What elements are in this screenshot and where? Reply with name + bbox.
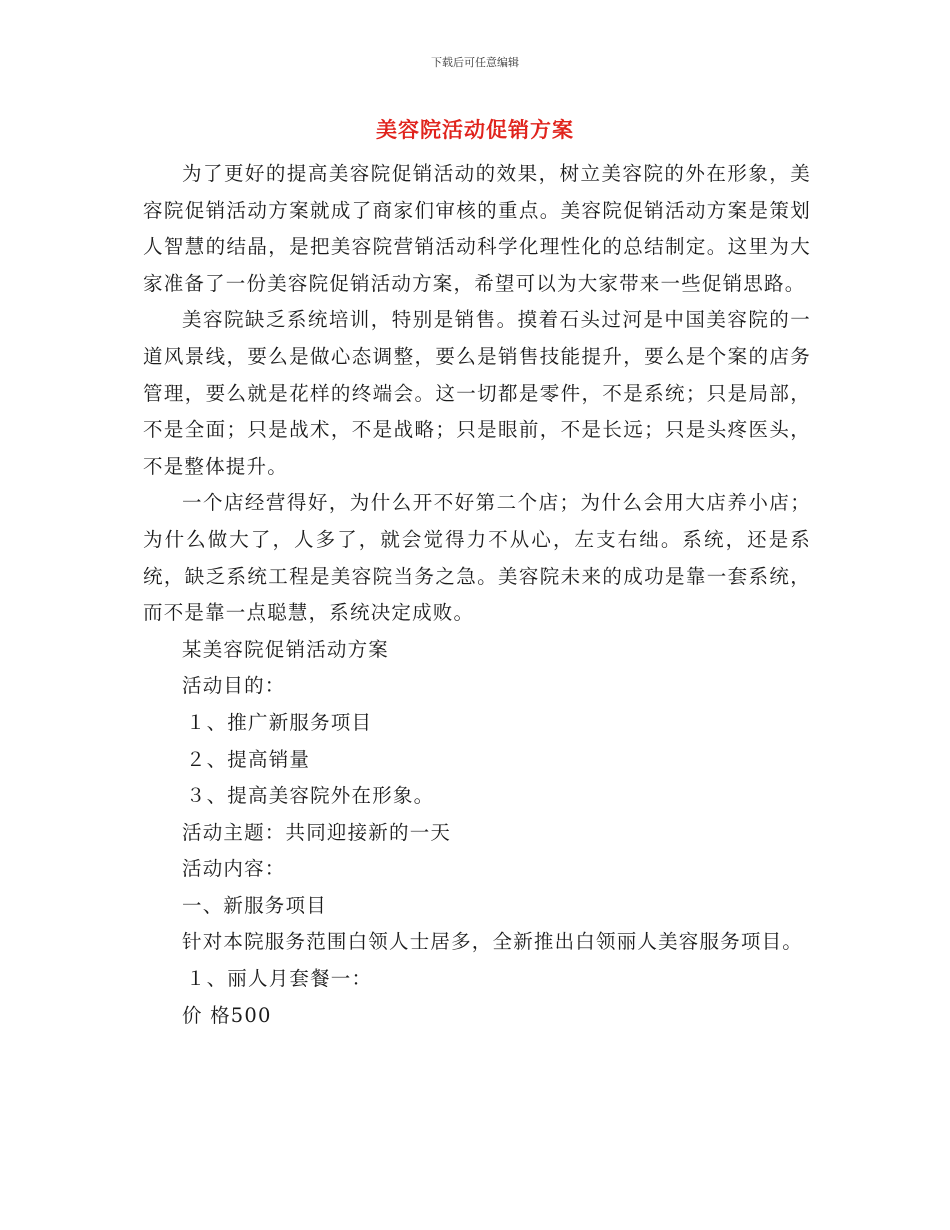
purpose-heading: 活动目的： [182, 674, 286, 698]
purpose-item-3: ３、提高美容院外在形象。 [185, 784, 435, 808]
package-price: 价 格500 [182, 1003, 272, 1027]
plan-name: 某美容院促销活动方案 [182, 637, 390, 661]
package-1-heading: １、丽人月套餐一： [185, 967, 373, 991]
activity-theme: 活动主题：共同迎接新的一天 [182, 820, 452, 844]
purpose-item-2: ２、提高销量 [185, 747, 311, 771]
paragraph-intro: 为了更好的提高美容院促销活动的效果，树立美容院的外在形象，美容院促销活动方案就成了商家们审核的重点。美容院促销活动方案是策划人智慧的结晶，是把美容院营销活动科学化理性化的总结制定。这里为大家准备了一份美容院促销活动方案，希望可以为大家带来一些促销思路。 [143, 162, 811, 295]
section-heading-1: 一、新服务项目 [182, 893, 327, 917]
document-body [143, 156, 811, 1034]
paragraph-problem: 美容院缺乏系统培训，特别是销售。摸着石头过河是中国美容院的一道风景线，要么是做心态调整，要么是销售技能提升，要么是个案的店务管理，要么就是花样的终端会。这一切都是零件，不是系统；只是局部，不是全面；只是战术，不是战略；只是眼前，不是长远；只是头疼医头，不是整体提升。 [143, 308, 811, 478]
paragraph-system: 一个店经营得好，为什么开不好第二个店；为什么会用大店养小店；为什么做大了，人多了，就会觉得力不从心，左支右绌。系统，还是系统，缺乏系统工程是美容院当务之急。美容院未来的成功是靠一套系统，而不是靠一点聪慧，系统决定成败。 [143, 491, 811, 625]
section-1-description: 针对本院服务范围白领人士居多，全新推出白领丽人美容服务项目。 [182, 930, 804, 954]
content-heading: 活动内容： [182, 857, 286, 881]
header-note: 下载后可任意编辑 [431, 56, 519, 69]
document-title: 美容院活动促销方案 [376, 117, 574, 142]
purpose-item-1: １、推广新服务项目 [185, 710, 373, 734]
